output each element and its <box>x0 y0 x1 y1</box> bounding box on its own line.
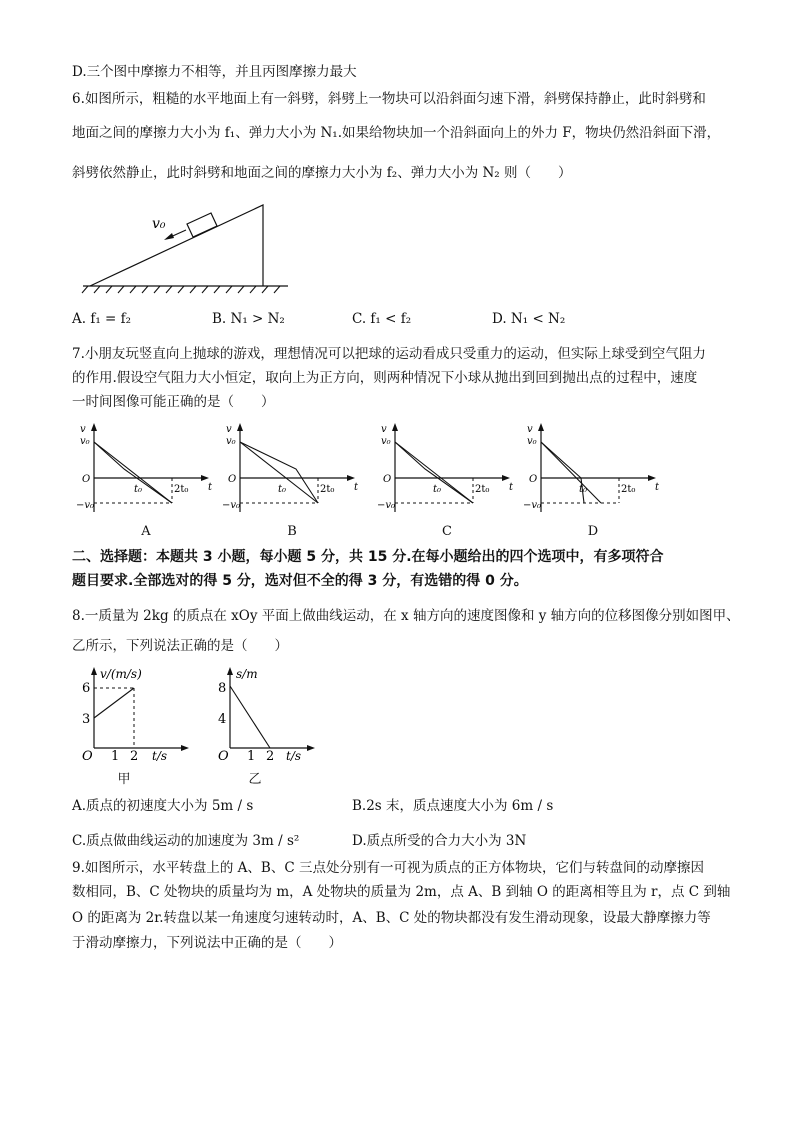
q7-d-curve-1 <box>541 442 584 503</box>
q8-caption-jia: 甲 <box>117 772 131 787</box>
q7-b-label-t: t <box>354 482 359 493</box>
q7-c-label-v: v <box>381 424 387 435</box>
q8-option-c[interactable]: C.质点做曲线运动的加速度为 3m / s² <box>72 833 300 849</box>
section2-heading-line1: 二、选择题：本题共 3 小题，每小题 5 分，共 15 分.在每小题给出的四个选项中，有多项符合 <box>72 549 664 565</box>
q8-option-b[interactable]: B.2s 末，质点速度大小为 6m / s <box>352 798 554 814</box>
q7-graph-d <box>523 420 663 520</box>
q6-option-a[interactable]: A. f₁ = f₂ <box>72 311 132 327</box>
q9-stem-line3: O 的距离为 2r.转盘以某一角速度匀速转动时，A、B、C 处的物块都没有发生滑动现象，设最大静摩擦力等 <box>72 910 711 926</box>
q7-a-curve-2 <box>94 442 172 503</box>
q6-incline-figure <box>78 198 298 298</box>
q6-option-d[interactable]: D. N₁ < N₂ <box>492 311 566 327</box>
q6-option-c[interactable]: C. f₁ < f₂ <box>352 311 412 327</box>
q6-stem-line3: 斜劈依然静止，此时斜劈和地面之间的摩擦力大小为 f₂、弹力大小为 N₂ 则（ ） <box>72 165 572 181</box>
q7-d-label-o: O <box>529 474 538 485</box>
q7-d-label-t0: t₀ <box>579 484 588 495</box>
q7-b-label-v0: v₀ <box>226 436 236 447</box>
q7-caption-c: C <box>442 524 452 539</box>
q8b-origin: O <box>218 749 229 764</box>
q7-d-label-v: v <box>527 424 533 435</box>
q7-b-label-neg_v0: −v₀ <box>222 500 241 511</box>
q7-graph-c <box>377 420 517 520</box>
q7-caption-d: D <box>587 524 599 539</box>
q8-option-a[interactable]: A.质点的初速度大小为 5m / s <box>72 798 254 814</box>
q8b-ylabel: s/m <box>236 667 258 681</box>
q9-stem-line1: 9.如图所示，水平转盘上的 A、B、C 三点处分别有一可视为质点的正方体物块，它们与转盘间的动摩擦因 <box>72 860 704 876</box>
q7-d-label-v0: v₀ <box>527 436 537 447</box>
q7-a-label-v0: v₀ <box>80 436 90 447</box>
q8a-xlabel: t/s <box>152 749 168 763</box>
q8-stem-line1: 8.一质量为 2kg 的质点在 xOy 平面上做曲线运动，在 x 轴方向的速度图像和 y 轴方向的位移图像分别如图甲、 <box>72 608 740 624</box>
q7-d-label-t: t <box>655 482 660 493</box>
v0-label: v₀ <box>152 216 166 232</box>
q7-c-label-o: O <box>383 474 392 485</box>
q7-b-label-two_t0: 2t₀ <box>320 484 335 495</box>
q7-d-label-neg_v0: −v₀ <box>523 500 542 511</box>
q8b-displacement-line <box>230 686 270 748</box>
q7-a-label-neg_v0: −v₀ <box>76 500 95 511</box>
q7-b-label-o: O <box>228 474 237 485</box>
section2-heading-line2: 题目要求.全部选对的得 5 分，选对但不全的得 3 分，有选错的得 0 分。 <box>72 573 528 589</box>
q8b-ytick-4: 4 <box>218 712 227 727</box>
q5-option-d: D.三个图中摩擦力不相等，并且丙图摩擦力最大 <box>72 64 357 80</box>
q9-stem-line2: 数相同，B、C 处物块的质量均为 m，A 处物块的质量为 2m，点 A、B 到轴 O 的距离相等且为 r，点 C 到轴 <box>72 884 731 900</box>
q7-a-label-two_t0: 2t₀ <box>174 484 189 495</box>
q8a-velocity-line <box>94 688 134 718</box>
q6-stem-line1: 6.如图所示，粗糙的水平地面上有一斜劈，斜劈上一物块可以沿斜面匀速下滑，斜劈保持静止，此时斜劈和 <box>72 91 706 107</box>
q8-stem-line2: 乙所示，下列说法正确的是（ ） <box>72 638 288 654</box>
q8a-xtick-2: 2 <box>130 749 139 764</box>
q8a-ylabel: v/(m/s) <box>100 667 142 681</box>
q8a-origin: O <box>82 749 93 764</box>
q8-graph-yi <box>208 664 318 774</box>
q7-b-label-t0: t₀ <box>278 484 287 495</box>
q7-c-label-two_t0: 2t₀ <box>475 484 490 495</box>
wedge <box>90 205 263 286</box>
q7-a-label-t: t <box>208 482 213 493</box>
q7-b-label-v: v <box>226 424 232 435</box>
q7-stem-line3: 一时间图像可能正确的是（ ） <box>72 394 275 410</box>
q8-caption-yi: 乙 <box>248 772 262 787</box>
q7-c-label-t0: t₀ <box>433 484 442 495</box>
q6-option-b[interactable]: B. N₁ > N₂ <box>212 311 285 327</box>
q6-stem-line2: 地面之间的摩擦力大小为 f₁、弹力大小为 N₁.如果给物块加一个沿斜面向上的外力 F，物块仍然沿斜面下滑， <box>72 125 721 141</box>
q8b-xtick-2: 2 <box>266 749 275 764</box>
q7-a-label-o: O <box>82 474 91 485</box>
q8b-ytick-8: 8 <box>218 681 227 696</box>
q7-caption-b: B <box>287 524 297 539</box>
q8b-xlabel: t/s <box>286 749 302 763</box>
q8b-xtick-1: 1 <box>247 749 256 764</box>
q8a-ytick-6: 6 <box>82 681 91 696</box>
q7-a-label-v: v <box>80 424 86 435</box>
q8-option-d[interactable]: D.质点所受的合力大小为 3N <box>352 833 527 849</box>
q7-c-label-t: t <box>509 482 514 493</box>
q7-c-label-v0: v₀ <box>381 436 391 447</box>
q8a-xtick-1: 1 <box>111 749 120 764</box>
q7-caption-a: A <box>141 524 151 539</box>
block <box>187 213 217 237</box>
q8-graph-jia <box>72 664 192 774</box>
q7-graph-a <box>76 420 216 520</box>
q7-stem-line2: 的作用.假设空气阻力大小恒定，取向上为正方向，则两种情况下小球从抛出到回到抛出点的过程中，速度 <box>72 370 698 386</box>
q7-graph-b <box>222 420 362 520</box>
q9-stem-line4: 于滑动摩擦力，下列说法中正确的是（ ） <box>72 935 342 951</box>
q7-d-label-two_t0: 2t₀ <box>621 484 636 495</box>
q7-a-label-t0: t₀ <box>134 484 143 495</box>
q7-stem-line1: 7.小朋友玩竖直向上抛球的游戏，理想情况可以把球的运动看成只受重力的运动，但实际上球受到空气阻力 <box>72 346 706 362</box>
q7-c-label-neg_v0: −v₀ <box>377 500 396 511</box>
q8a-ytick-3: 3 <box>82 712 91 727</box>
q7-d-curve-2 <box>541 442 601 503</box>
ground-hatching <box>82 286 280 293</box>
